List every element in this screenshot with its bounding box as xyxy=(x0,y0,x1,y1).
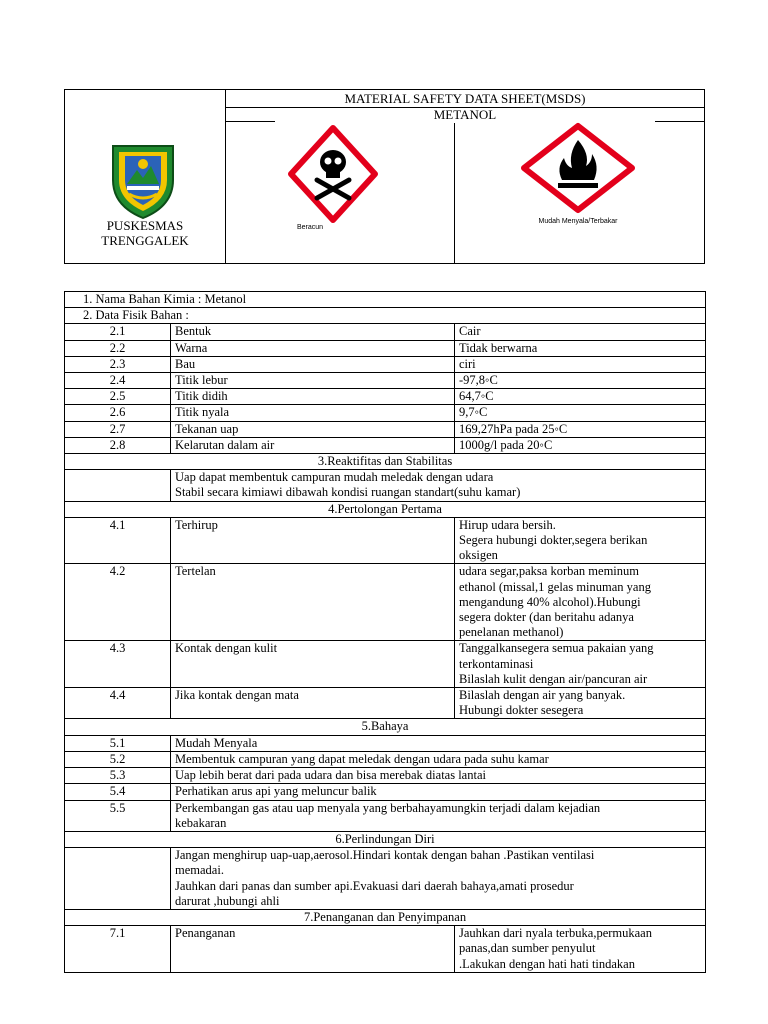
text-line: .Lakukan dengan hati hati tindakan xyxy=(459,956,635,971)
row-label: Terhirup xyxy=(171,517,455,564)
text-line: udara segar,paksa korban meminum xyxy=(459,564,639,579)
row-number: 2.1 xyxy=(65,324,171,340)
table-row xyxy=(65,405,706,421)
row-value: 1000g/l pada 20◦C xyxy=(455,437,706,453)
row-number: 2.3 xyxy=(65,356,171,372)
table-row xyxy=(65,437,706,453)
row-number: 7.1 xyxy=(65,926,171,973)
table-row xyxy=(65,800,706,831)
section-5-title: 5.Bahaya xyxy=(65,719,706,735)
text-line: darurat ,hubungi ahli xyxy=(175,893,280,908)
table-row xyxy=(65,641,706,688)
text-line: Jangan menghirup uap-uap,aerosol.Hindari kontak dengan bahan .Pastikan ventilasi xyxy=(175,848,595,863)
table-row xyxy=(65,389,706,405)
row-value: Cair xyxy=(455,324,706,340)
substance-name: METANOL xyxy=(433,107,497,122)
row-number: 5.5 xyxy=(65,800,171,831)
row-label: Tertelan xyxy=(171,564,455,641)
row-value: Membentuk campuran yang dapat meledak dengan udara pada suhu kamar xyxy=(171,751,706,767)
row-number: 4.2 xyxy=(65,564,171,641)
text-line: Jauhkan dari nyala terbuka,permukaan xyxy=(459,926,652,941)
document-title: MATERIAL SAFETY DATA SHEET(MSDS) xyxy=(226,90,704,108)
text-line: Uap dapat membentuk campuran mudah meledak dengan udara xyxy=(175,470,494,485)
text-line: penelanan methanol) xyxy=(459,625,564,640)
row-number: 5.2 xyxy=(65,751,171,767)
row-value xyxy=(455,564,706,641)
row-value: Perhatikan arus api yang meluncur balik xyxy=(171,784,706,800)
underline-left xyxy=(226,121,275,122)
row-value xyxy=(171,800,706,831)
row-label: Kelarutan dalam air xyxy=(171,437,455,453)
row-value: 64,7◦C xyxy=(455,389,706,405)
text-line: terkontaminasi xyxy=(459,656,534,671)
pictogram-flammable xyxy=(520,122,680,242)
row-value xyxy=(455,641,706,688)
text-line: oksigen xyxy=(459,548,498,563)
row-number: 4.4 xyxy=(65,688,171,719)
row-value: ciri xyxy=(455,356,706,372)
row-value: Tidak berwarna xyxy=(455,340,706,356)
row-label: Titik didih xyxy=(171,389,455,405)
header-divider xyxy=(454,123,455,263)
row-number: 5.1 xyxy=(65,735,171,751)
trenggalek-emblem-icon xyxy=(107,140,179,220)
table-row xyxy=(65,735,706,751)
table-row xyxy=(65,831,706,847)
flame-icon xyxy=(520,122,636,214)
pictogram-toxic xyxy=(253,124,413,244)
pictogram-flammable-caption: Mudah Menyala/Terbakar xyxy=(538,218,618,225)
section-3-content xyxy=(171,470,706,501)
row-number: 5.4 xyxy=(65,784,171,800)
row-value xyxy=(455,517,706,564)
text-line: memadai. xyxy=(175,863,224,878)
table-row xyxy=(65,848,706,910)
row-label: Tekanan uap xyxy=(171,421,455,437)
row-value xyxy=(455,926,706,973)
section-2-title: 2. Data Fisik Bahan : xyxy=(65,308,706,324)
row-number: 2.2 xyxy=(65,340,171,356)
table-row xyxy=(65,688,706,719)
text-line: Bilaslah dengan air yang banyak. xyxy=(459,688,626,703)
substance-name-row xyxy=(226,107,704,123)
text-line: ethanol (missal,1 gelas minuman yang xyxy=(459,579,651,594)
table-row xyxy=(65,356,706,372)
skull-crossbones-icon xyxy=(287,124,379,224)
row-value: 169,27hPa pada 25◦C xyxy=(455,421,706,437)
row-value: Mudah Menyala xyxy=(171,735,706,751)
row-label: Warna xyxy=(171,340,455,356)
section-7-title: 7.Penanganan dan Penyimpanan xyxy=(65,909,706,925)
msds-table xyxy=(64,291,706,973)
text-line: Jauhkan dari panas dan sumber api.Evakuasi dari daerah bahaya,amati prosedur xyxy=(175,878,574,893)
row-number: 2.6 xyxy=(65,405,171,421)
row-value xyxy=(455,688,706,719)
row-label: Penanganan xyxy=(171,926,455,973)
table-row xyxy=(65,324,706,340)
section-3-title: 3.Reaktifitas dan Stabilitas xyxy=(65,454,706,470)
text-line: Hubungi dokter sesegera xyxy=(459,703,584,718)
row-number: 5.3 xyxy=(65,768,171,784)
row-label: Titik lebur xyxy=(171,373,455,389)
section-6-content xyxy=(171,848,706,910)
section-4-title: 4.Pertolongan Pertama xyxy=(65,501,706,517)
row-value: -97,8◦C xyxy=(455,373,706,389)
table-row xyxy=(65,784,706,800)
section-6-title: 6.Perlindungan Diri xyxy=(65,831,706,847)
row-value: Uap lebih berat dari pada udara dan bisa merebak diatas lantai xyxy=(171,768,706,784)
table-row xyxy=(65,751,706,767)
text-line: Tanggalkansegera semua pakaian yang xyxy=(459,641,654,656)
text-line: Segera hubungi dokter,segera berikan xyxy=(459,533,648,548)
table-row xyxy=(65,340,706,356)
row-value: 9,7◦C xyxy=(455,405,706,421)
text-line: panas,dan sumber penyulut xyxy=(459,941,596,956)
table-row xyxy=(65,454,706,470)
table-row xyxy=(65,470,706,501)
pictogram-toxic-caption: Beracun xyxy=(296,224,324,231)
table-row xyxy=(65,373,706,389)
logo-cell xyxy=(65,90,226,263)
text-line: Hirup udara bersih. xyxy=(459,517,556,532)
section-1-title: 1. Nama Bahan Kimia : Metanol xyxy=(65,292,706,308)
org-name-line2: TRENGGALEK xyxy=(101,233,189,248)
row-number: 2.8 xyxy=(65,437,171,453)
table-row xyxy=(65,926,706,973)
row-label: Bentuk xyxy=(171,324,455,340)
org-name-line1: PUSKESMAS xyxy=(106,218,184,233)
table-row xyxy=(65,517,706,564)
row-number: 4.3 xyxy=(65,641,171,688)
row-number: 2.4 xyxy=(65,373,171,389)
row-number: 4.1 xyxy=(65,517,171,564)
row-label: Jika kontak dengan mata xyxy=(171,688,455,719)
table-row xyxy=(65,909,706,925)
table-row xyxy=(65,421,706,437)
text-line: kebakaran xyxy=(175,815,227,830)
row-label: Titik nyala xyxy=(171,405,455,421)
document-header xyxy=(64,89,705,264)
table-row xyxy=(65,501,706,517)
text-line: mengandung 40% alcohol).Hubungi xyxy=(459,594,641,609)
row-number: 2.7 xyxy=(65,421,171,437)
text-line: segera dokter (dan beritahu adanya xyxy=(459,610,634,625)
table-row xyxy=(65,719,706,735)
table-row xyxy=(65,308,706,324)
row-label: Bau xyxy=(171,356,455,372)
row-label: Kontak dengan kulit xyxy=(171,641,455,688)
table-row xyxy=(65,292,706,308)
text-line: Bilaslah kulit dengan air/pancuran air xyxy=(459,671,648,686)
text-line: Stabil secara kimiawi dibawah kondisi ruangan standart(suhu kamar) xyxy=(175,485,521,500)
table-row xyxy=(65,768,706,784)
row-number: 2.5 xyxy=(65,389,171,405)
text-line: Perkembangan gas atau uap menyala yang berbahayamungkin terjadi dalam kejadian xyxy=(175,800,601,815)
table-row xyxy=(65,564,706,641)
